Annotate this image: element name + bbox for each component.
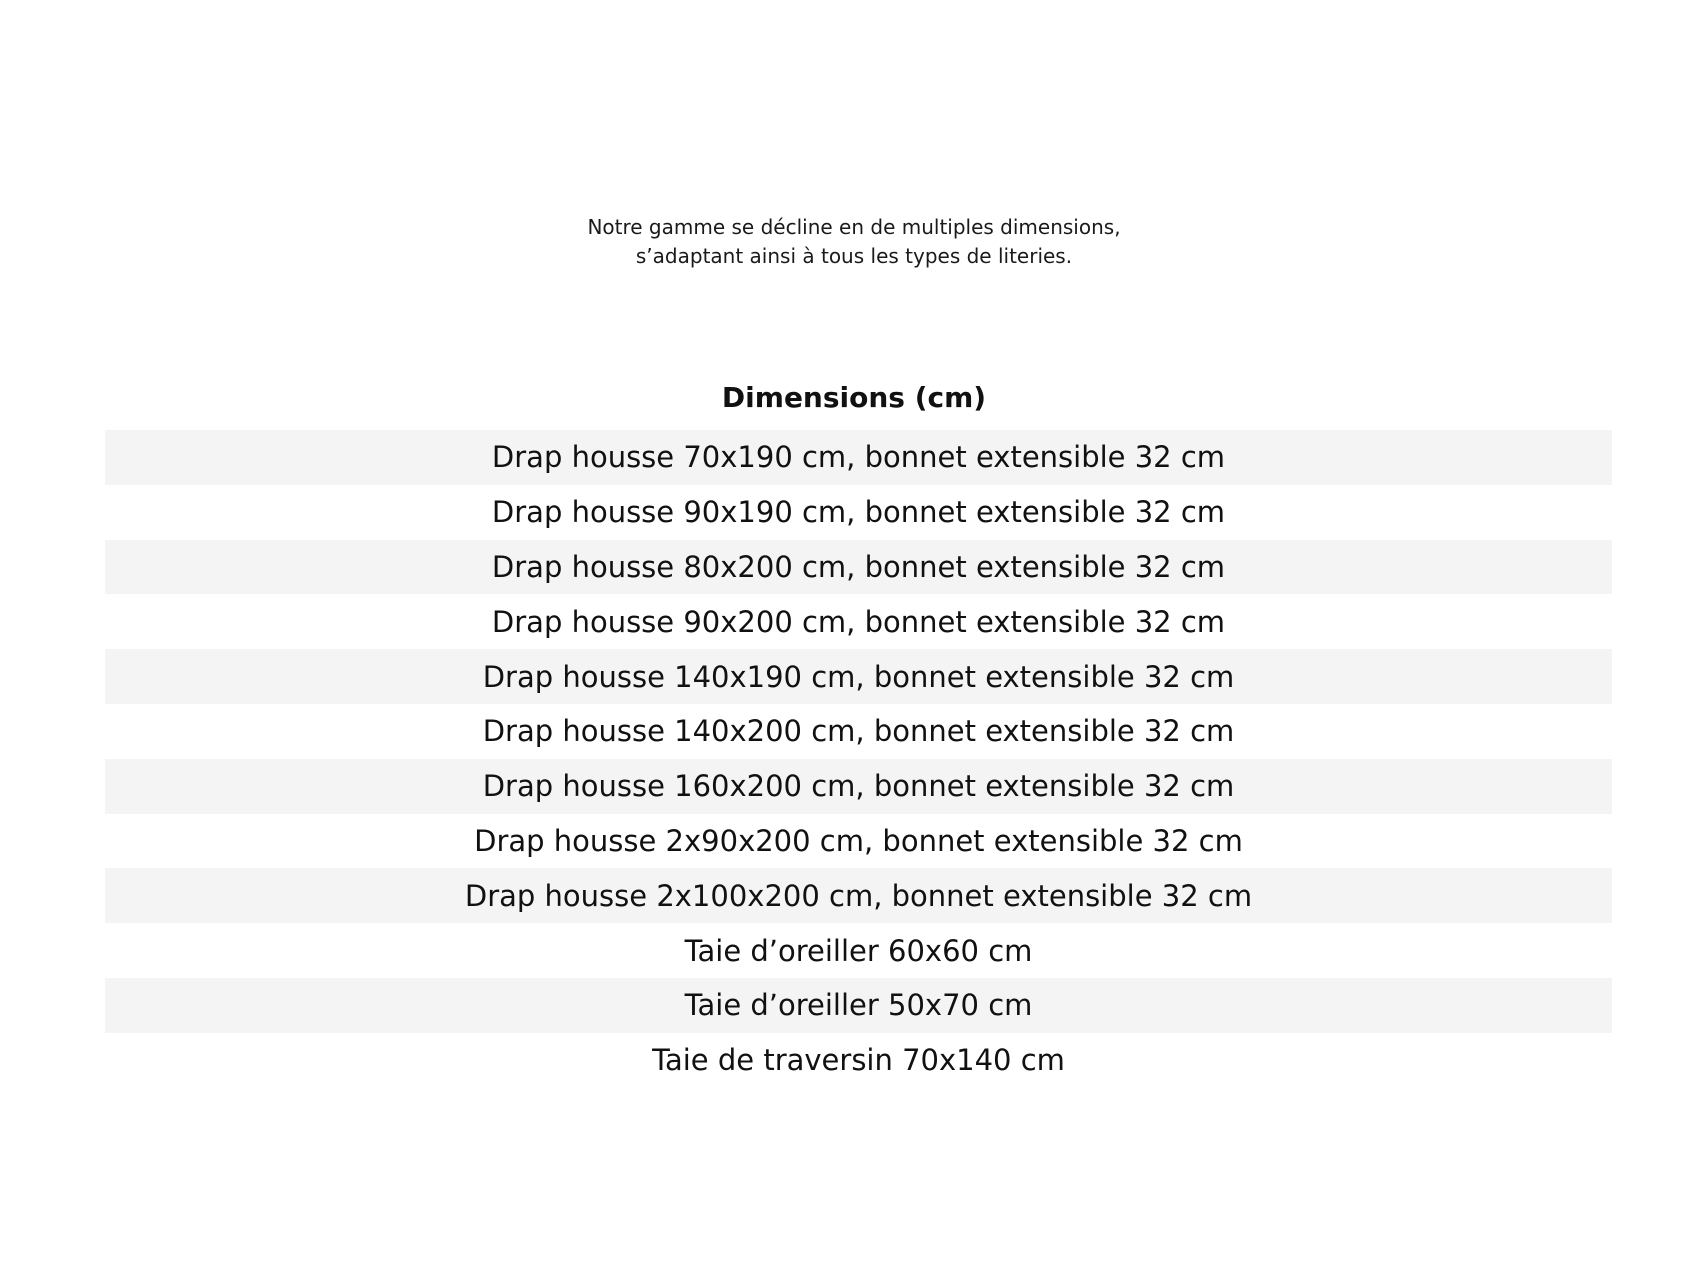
table-title: Dimensions (cm)	[721, 381, 987, 414]
table-row: Taie de traversin 70x140 cm	[105, 1033, 1612, 1088]
dimensions-table	[105, 430, 1612, 1088]
table-row: Taie d’oreiller 60x60 cm	[105, 923, 1612, 978]
table-row: Drap housse 90x200 cm, bonnet extensible 32 cm	[105, 594, 1612, 649]
table-row: Drap housse 140x200 cm, bonnet extensible 32 cm	[105, 704, 1612, 759]
table-row: Drap housse 2x90x200 cm, bonnet extensible 32 cm	[105, 814, 1612, 869]
table-row: Drap housse 160x200 cm, bonnet extensible 32 cm	[105, 759, 1612, 814]
table-row: Drap housse 80x200 cm, bonnet extensible 32 cm	[105, 540, 1612, 595]
intro-text	[0, 213, 1708, 271]
intro-line-2: s’adaptant ainsi à tous les types de literies.	[635, 244, 1073, 268]
table-row: Taie d’oreiller 50x70 cm	[105, 978, 1612, 1033]
intro-line-1: Notre gamme se décline en de multiples dimensions,	[587, 215, 1121, 239]
table-row: Drap housse 90x190 cm, bonnet extensible 32 cm	[105, 485, 1612, 540]
table-row: Drap housse 2x100x200 cm, bonnet extensible 32 cm	[105, 868, 1612, 923]
table-row: Drap housse 70x190 cm, bonnet extensible 32 cm	[105, 430, 1612, 485]
table-row: Drap housse 140x190 cm, bonnet extensible 32 cm	[105, 649, 1612, 704]
